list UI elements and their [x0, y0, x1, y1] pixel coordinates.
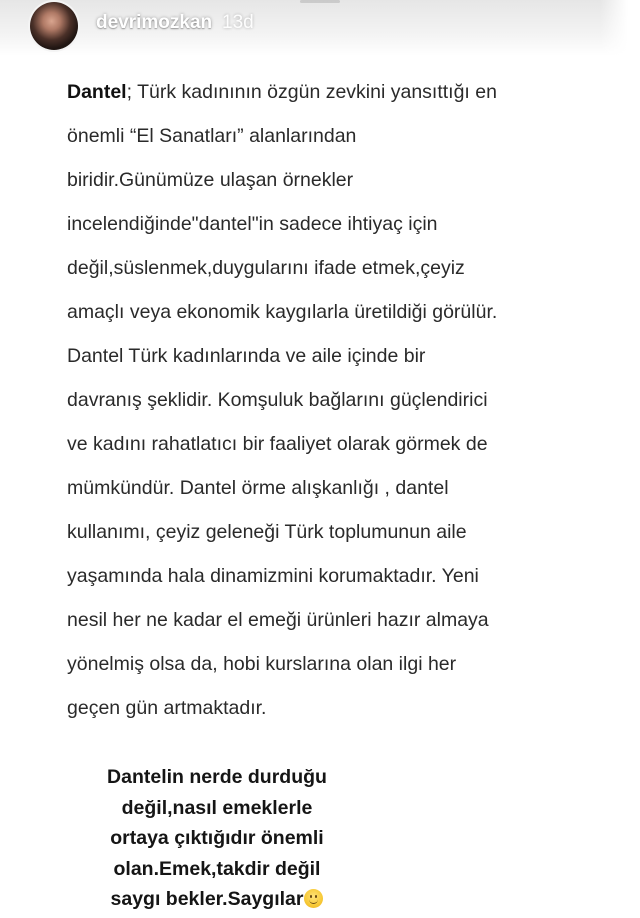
text-line: önemli “El Sanatları” alanlarından: [67, 125, 357, 147]
text-line: amaçlı veya ekonomik kaygılarla üretildiği görülür.: [67, 301, 498, 323]
text-line: geçen gün artmaktadır.: [67, 697, 267, 719]
text-line: biridir.Günümüze ulaşan örnekler: [67, 169, 354, 191]
text-line: değil,süslenmek,duygularını ifade etmek,çeyiz: [67, 257, 465, 279]
intro-bold-word: Dantel: [67, 81, 127, 103]
text-line: incelendiğinde"dantel"in sadece ihtiyaç için: [67, 213, 438, 235]
username[interactable]: devrimozkan: [96, 12, 213, 33]
story-progress-bar: [300, 0, 340, 3]
closing-message: [72, 762, 362, 915]
avatar[interactable]: [30, 2, 78, 50]
closing-line: Dantelin nerde durduğu: [107, 766, 327, 788]
text-line: yönelmiş olsa da, hobi kurslarına olan ilgi her: [67, 653, 457, 675]
closing-line: olan.Emek,takdir değil: [113, 857, 321, 880]
text-line: Dantel Türk kadınlarında ve aile içinde bir: [67, 345, 426, 367]
text-line: yaşamında hala dinamizmini korumaktadır. Yeni: [67, 565, 479, 587]
smiling-face-icon: [304, 889, 323, 908]
closing-line: saygı bekler.Saygılar: [72, 884, 362, 915]
header-fade: [600, 0, 640, 56]
story-header: [0, 0, 640, 56]
text-line: nesil her ne kadar el emeği ürünleri hazır almaya: [67, 609, 489, 631]
closing-line: ortaya çıktığıdır önemli: [110, 827, 324, 849]
closing-line: değil,nasıl emeklerle: [121, 796, 313, 819]
post-timestamp: 13d: [222, 12, 254, 33]
story-body-text: [67, 70, 587, 730]
text-line: mümkündür. Dantel örme alışkanlığı , dantel: [67, 477, 449, 499]
text-line: Dantel; Türk kadınının özgün zevkini yansıttığı en: [67, 81, 497, 103]
text-line: kullanımı, çeyiz geleneği Türk toplumunun aile: [67, 521, 467, 543]
text-line: davranış şeklidir. Komşuluk bağlarını güçlendirici: [67, 389, 488, 411]
text-line: ve kadını rahatlatıcı bir faaliyet olarak görmek de: [67, 433, 488, 455]
